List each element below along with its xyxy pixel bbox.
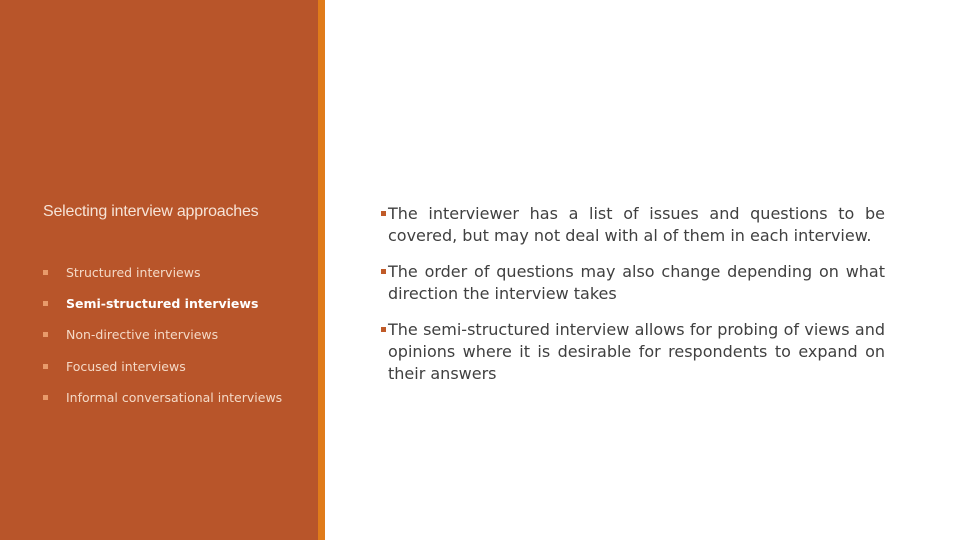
- description-text: The semi-structured interview allows for probing of views and opinions where it is desirable for respondents to expand on their answers: [388, 320, 885, 383]
- list-item-label: Semi-structured interviews: [66, 296, 259, 311]
- list-item-label: Structured interviews: [66, 265, 201, 280]
- square-bullet-icon: [43, 301, 48, 306]
- list-item-informal: [43, 389, 303, 406]
- square-bullet-icon: [381, 327, 386, 332]
- description-item: [385, 203, 885, 247]
- slide-title: Selecting interview approaches: [43, 203, 259, 220]
- square-bullet-icon: [381, 269, 386, 274]
- list-item-label: Focused interviews: [66, 359, 186, 374]
- description-item: [385, 319, 885, 385]
- list-item-label: Informal conversational interviews: [66, 390, 283, 405]
- list-item-semi-structured: [43, 295, 303, 312]
- square-bullet-icon: [43, 332, 48, 337]
- square-bullet-icon: [43, 364, 48, 369]
- list-item-structured: [43, 264, 303, 281]
- list-item-label: Non-directive interviews: [66, 327, 219, 342]
- list-item-non-directive: [43, 326, 303, 343]
- approach-list: [43, 264, 303, 406]
- description-text: The interviewer has a list of issues and questions to be covered, but may not deal with al of them in each interview.: [388, 204, 885, 245]
- description-list: [385, 203, 885, 385]
- accent-bar: [318, 0, 325, 540]
- square-bullet-icon: [43, 395, 48, 400]
- description-item: [385, 261, 885, 305]
- description-text: The order of questions may also change depending on what direction the interview takes: [388, 262, 885, 303]
- square-bullet-icon: [381, 211, 386, 216]
- list-item-focused: [43, 358, 303, 375]
- square-bullet-icon: [43, 270, 48, 275]
